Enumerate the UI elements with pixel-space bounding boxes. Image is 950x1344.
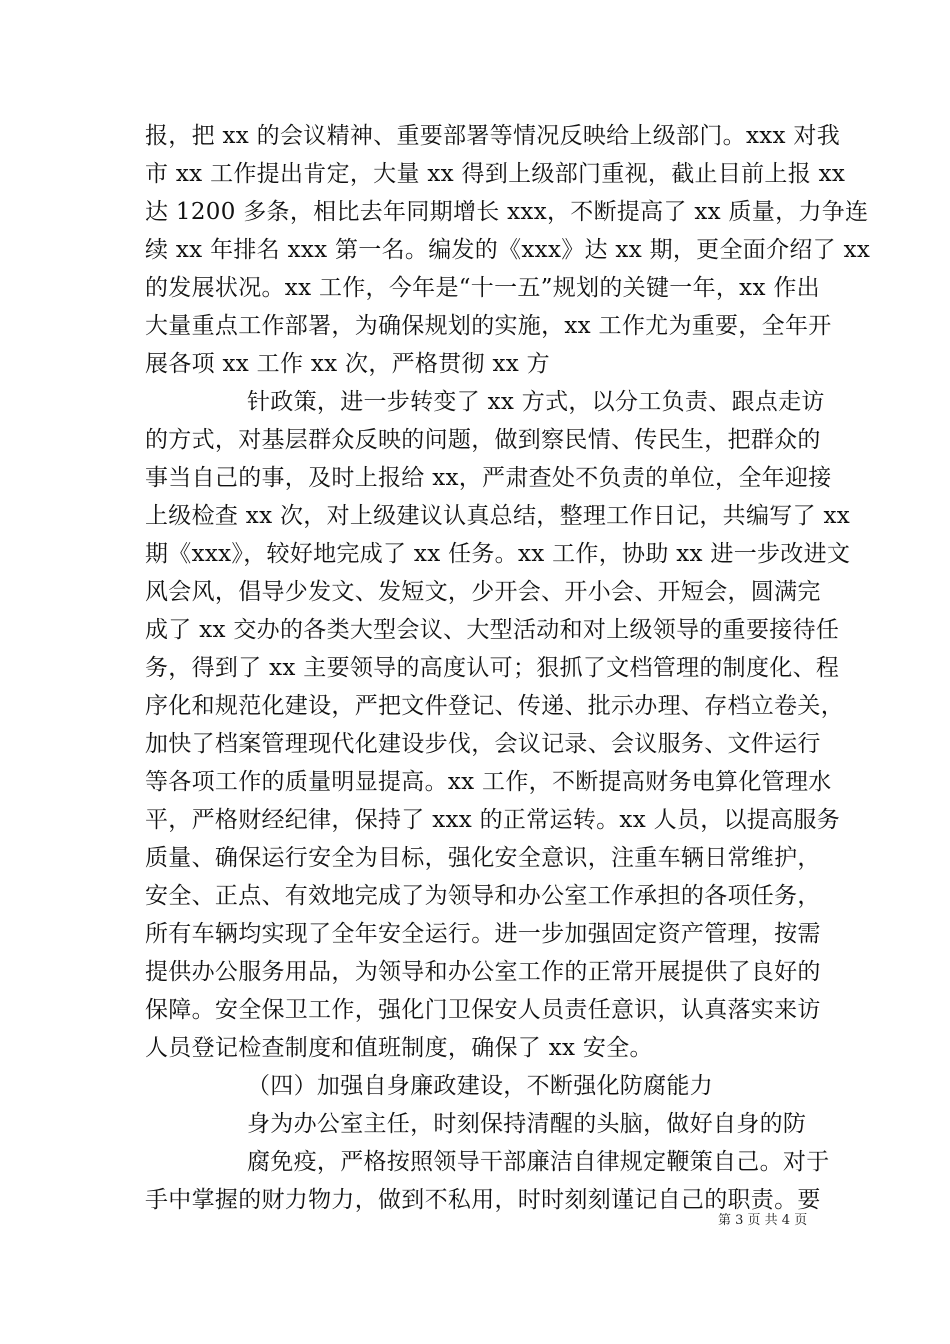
body-text-line: 腐免疫，严格按照领导干部廉洁自律规定鞭策自己。对于: [247, 1149, 830, 1175]
body-text-line: 平，严格财经纪律，保持了 xxx 的正常运转。xx 人员，以提高服务: [145, 807, 840, 833]
section-heading: （四）加强自身廉政建设，不断强化防腐能力: [247, 1073, 713, 1099]
body-text-line: 手中掌握的财力物力，做到不私用，时时刻刻谨记自己的职责。要: [145, 1187, 821, 1213]
body-text-line: 针政策，进一步转变了 xx 方式，以分工负责、跟点走访: [247, 389, 825, 415]
body-text-line: 的方式，对基层群众反映的问题，做到察民情、传民生，把群众的: [145, 427, 821, 453]
body-text-line: 上级检查 xx 次，对上级建议认真总结，整理工作日记，共编写了 xx: [145, 503, 851, 529]
body-text-line: 报，把 xx 的会议精神、重要部署等情况反映给上级部门。xxx 对我: [145, 123, 840, 149]
body-text-line: 成了 xx 交办的各类大型会议、大型活动和对上级领导的重要接待任: [145, 617, 840, 643]
body-text-line: 期《xxx》，较好地完成了 xx 任务。xx 工作，协助 xx 进一步改进文: [145, 541, 851, 567]
body-text-line: 提供办公服务用品，为领导和办公室工作的正常开展提供了良好的: [145, 959, 821, 985]
body-text-line: 保障。安全保卫工作，强化门卫保安人员责任意识，认真落实来访: [145, 997, 821, 1023]
body-text-line: 等各项工作的质量明显提高。xx 工作，不断提高财务电算化管理水: [145, 769, 832, 795]
body-text-line: 事当自己的事，及时上报给 xx，严肃查处不负责的单位，全年迎接: [145, 465, 832, 491]
body-text-line: 市 xx 工作提出肯定，大量 xx 得到上级部门重视，截止目前上报 xx: [145, 161, 846, 187]
body-text-line: 人员登记检查制度和值班制度，确保了 xx 安全。: [145, 1035, 653, 1061]
body-text-line: 加快了档案管理现代化建设步伐，会议记录、会议服务、文件运行: [145, 731, 821, 757]
body-text-line: 展各项 xx 工作 xx 次，严格贯彻 xx 方: [145, 351, 550, 377]
body-text-line: 达 1200 多条，相比去年同期增长 xxx，不断提高了 xx 质量，力争连: [145, 199, 869, 225]
body-text-line: 续 xx 年排名 xxx 第一名。编发的《xxx》达 xx 期，更全面介绍了 xx: [145, 237, 871, 263]
body-text-line: 大量重点工作部署，为确保规划的实施，xx 工作尤为重要，全年开: [145, 313, 832, 339]
body-text-line: 序化和规范化建设，严把文件登记、传递、批示办理、存档立卷关，: [145, 693, 844, 719]
page-number: 第 3 页 共 4 页: [718, 1213, 808, 1228]
body-text-line: 所有车辆均实现了全年安全运行。进一步加强固定资产管理，按需: [145, 921, 821, 947]
body-text-line: 的发展状况。xx 工作，今年是“十一五”规划的关键一年，xx 作出: [145, 275, 820, 301]
body-text-line: 安全、正点、有效地完成了为领导和办公室工作承担的各项任务，: [145, 883, 821, 909]
body-text-line: 风会风，倡导少发文、发短文，少开会、开小会、开短会，圆满完: [145, 579, 821, 605]
body-text-line: 质量、确保运行安全为目标，强化安全意识，注重车辆日常维护，: [145, 845, 821, 871]
body-text-line: 身为办公室主任，时刻保持清醒的头脑，做好自身的防: [247, 1111, 807, 1137]
body-text-line: 务，得到了 xx 主要领导的高度认可；狠抓了文档管理的制度化、程: [145, 655, 840, 681]
